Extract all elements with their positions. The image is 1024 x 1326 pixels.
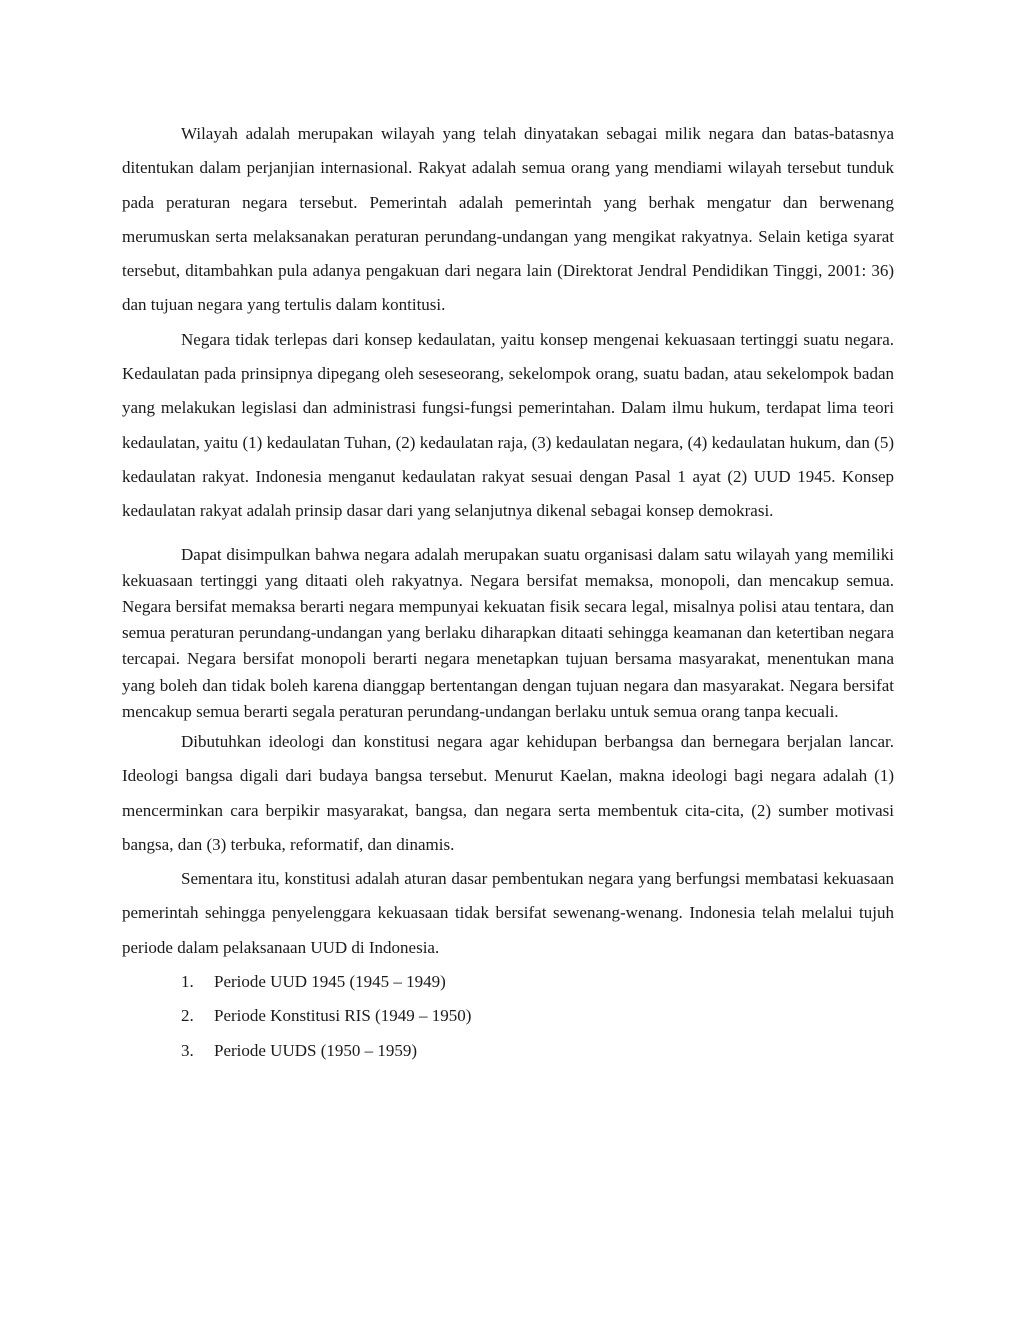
list-item-text: Periode UUDS (1950 – 1959): [214, 1040, 418, 1060]
list-item-text: Periode UUD 1945 (1945 – 1949): [214, 972, 446, 992]
list-item-number: 3.: [181, 1040, 194, 1060]
paragraph-kesimpulan: Dapat disimpulkan bahwa negara adalah merupakan suatu organisasi dalam satu wilayah yang memiliki kekuasaan tertinggi yang ditaati oleh rakyatnya. Negara bersifat memaksa, monopoli, dan mencakup semua. Negara bersifat memaksa berarti negara mempunyai kekuatan fisik secara legal, misalnya polisi atau tentara, dan semua peraturan perundang-undangan yang berlaku diharapkan ditaati sehingga keamanan dan ketertiban negara tercapai. Negara bersifat monopoli berarti negara menetapkan tujuan bersama masyarakat, menentukan mana yang boleh dan tidak boleh karena dianggap bertentangan dengan tujuan negara dan masyarakat. Negara bersifat mencakup semua berarti segala peraturan perundang-undangan berlaku untuk semua orang tanpa kecuali.: [122, 544, 894, 721]
list-item-number: 1.: [181, 972, 194, 992]
paragraph-kedaulatan: Negara tidak terlepas dari konsep kedaulatan, yaitu konsep mengenai kekuasaan tertinggi suatu negara. Kedaulatan pada prinsipnya dipegang oleh seseseorang, sekelompok orang, suatu badan, atau sekelompok badan yang melakukan legislasi dan administrasi fungsi-fungsi pemerintahan. Dalam ilmu hukum, terdapat lima teori kedaulatan, yaitu (1) kedaulatan Tuhan, (2) kedaulatan raja, (3) kedaulatan negara, (4) kedaulatan hukum, dan (5) kedaulatan rakyat. Indonesia menganut kedaulatan rakyat sesuai dengan Pasal 1 ayat (2) UUD 1945. Konsep kedaulatan rakyat adalah prinsip dasar dari yang selanjutnya dikenal sebagai konsep demokrasi.: [122, 329, 894, 521]
list-item: [122, 1034, 894, 1068]
periode-list: [122, 965, 894, 1068]
list-item: [122, 965, 894, 999]
paragraph-ideologi: Dibutuhkan ideologi dan konstitusi negara agar kehidupan berbangsa dan bernegara berjalan lancar. Ideologi bangsa digali dari budaya bangsa tersebut. Menurut Kaelan, makna ideologi bagi negara adalah (1) mencerminkan cara berpikir masyarakat, bangsa, dan negara serta membentuk cita-cita, (2) sumber motivasi bangsa, dan (3) terbuka, reformatif, dan dinamis.: [122, 731, 894, 854]
paragraph-wilayah: Wilayah adalah merupakan wilayah yang telah dinyatakan sebagai milik negara dan batas-batasnya ditentukan dalam perjanjian internasional. Rakyat adalah semua orang yang mendiami wilayah tersebut tunduk pada peraturan negara tersebut. Pemerintah adalah pemerintah yang berhak mengatur dan berwenang merumuskan serta melaksanakan peraturan perundang-undangan yang mengikat rakyatnya. Selain ketiga syarat tersebut, ditambahkan pula adanya pengakuan dari negara lain (Direktorat Jendral Pendidikan Tinggi, 2001: 36) dan tujuan negara yang tertulis dalam kontitusi.: [122, 124, 894, 315]
list-item-text: Periode Konstitusi RIS (1949 – 1950): [214, 1006, 472, 1026]
list-item: [122, 999, 894, 1033]
page-content: [122, 117, 894, 1068]
list-item-number: 2.: [181, 1006, 194, 1026]
paragraph-konstitusi: Sementara itu, konstitusi adalah aturan dasar pembentukan negara yang berfungsi membatasi kekuasaan pemerintah sehingga penyelenggara kekuasaan tidak bersifat sewenang-wenang. Indonesia telah melalui tujuh periode dalam pelaksanaan UUD di Indonesia.: [122, 869, 894, 957]
